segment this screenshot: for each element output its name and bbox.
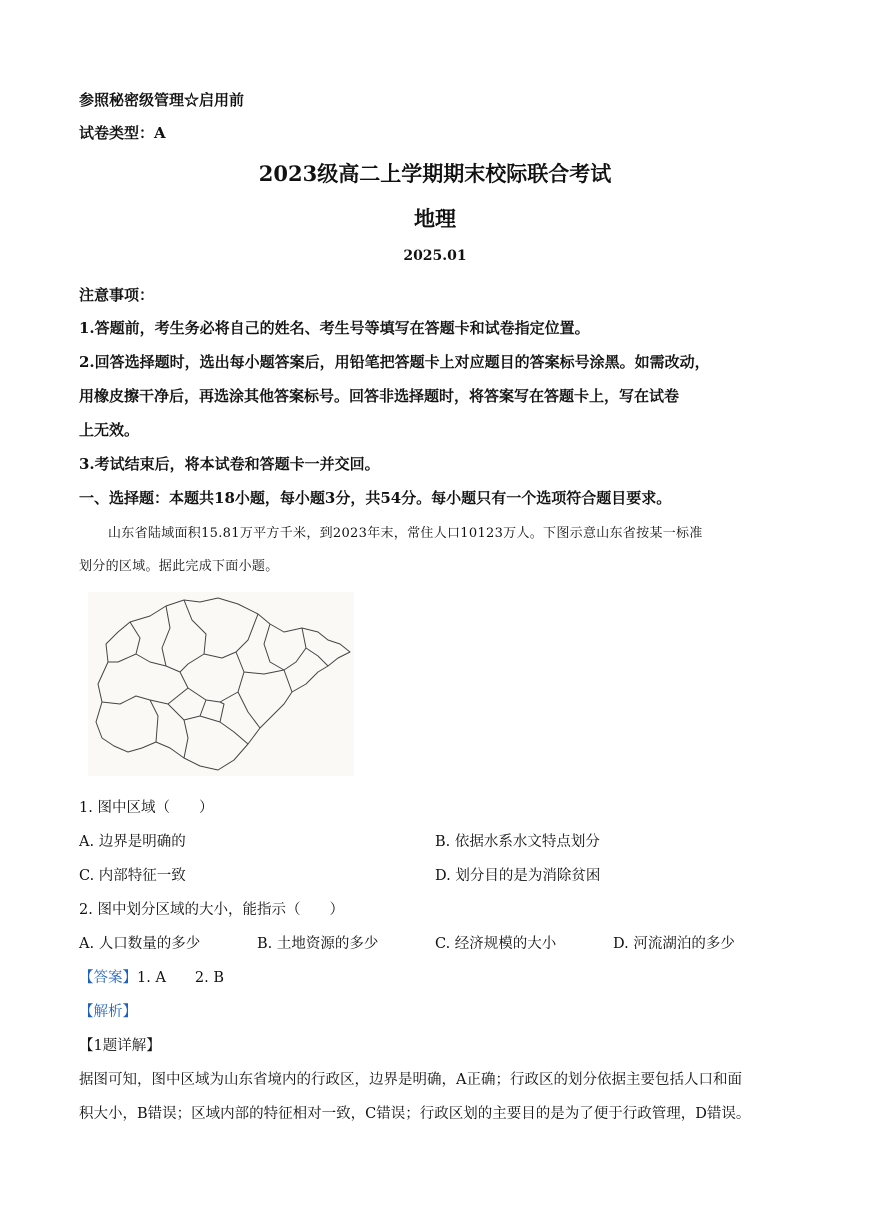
notes-item-2-line-3: 上无效。 — [79, 421, 140, 439]
paper-type-label: 试卷类型：A — [79, 124, 166, 142]
q1-option-b: B. 依据水系水文特点划分 — [435, 834, 600, 850]
secrecy-label: 参照秘密级管理☆启用前 — [79, 91, 245, 109]
q2-option-a: A. 人口数量的多少 — [79, 936, 201, 952]
analysis-line-2: 积大小，B错误；区域内部的特征相对一致，C错误；行政区划的主要目的是为了便于行政管理，D错误。 — [79, 1106, 751, 1122]
answer-tag: 【答案】 — [79, 970, 137, 986]
notes-item-2-line-1: 2.回答选择题时，选出每小题答案后，用铅笔把答题卡上对应题目的答案标号涂黑。如需改动， — [79, 353, 710, 371]
stem-line-2: 划分的区域。据此完成下面小题。 — [79, 559, 279, 574]
q2-option-b: B. 土地资源的多少 — [257, 936, 379, 952]
q1-option-a: A. 边界是明确的 — [79, 834, 186, 850]
q1-option-d: D. 划分目的是为消除贫困 — [435, 868, 601, 884]
answer-text: 1. A 2. B — [137, 970, 225, 986]
notes-item-3: 3.考试结束后，将本试卷和答题卡一并交回。 — [79, 455, 380, 473]
q2-option-c: C. 经济规模的大小 — [435, 936, 557, 952]
analysis-tag: 【解析】 — [79, 1004, 137, 1020]
detail-heading: 【1题详解】 — [79, 1038, 161, 1054]
notes-item-1: 1.答题前，考生务必将自己的姓名、考生号等填写在答题卡和试卷指定位置。 — [79, 319, 590, 337]
notes-item-2-line-2: 用橡皮擦干净后，再选涂其他答案标号。回答非选择题时，将答案写在答题卡上，写在试卷 — [79, 387, 680, 405]
exam-title: 2023级高二上学期期末校际联合考试 — [258, 161, 612, 186]
map-outline-graphic — [88, 592, 354, 776]
exam-date: 2025.01 — [403, 248, 467, 264]
analysis-line-1: 据图可知，图中区域为山东省境内的行政区，边界是明确，A正确；行政区的划分依据主要包括人口和面 — [79, 1072, 742, 1088]
subject-title: 地理 — [414, 206, 456, 231]
answer-line — [79, 966, 224, 987]
q2-stem: 2. 图中划分区域的大小，能指示（ ） — [79, 902, 344, 918]
q1-option-c: C. 内部特征一致 — [79, 868, 186, 884]
section-heading: 一、选择题：本题共18小题，每小题3分，共54分。每小题只有一个选项符合题目要求。 — [79, 489, 672, 507]
shandong-region-map — [88, 592, 354, 776]
q1-stem: 1. 图中区域（ ） — [79, 800, 214, 816]
q2-option-d: D. 河流湖泊的多少 — [613, 936, 735, 952]
notes-heading: 注意事项： — [79, 286, 155, 304]
stem-line-1: 山东省陆域面积15.81万平方千米，到2023年末，常住人口10123万人。下图示意山东省按某一标准 — [108, 526, 703, 541]
